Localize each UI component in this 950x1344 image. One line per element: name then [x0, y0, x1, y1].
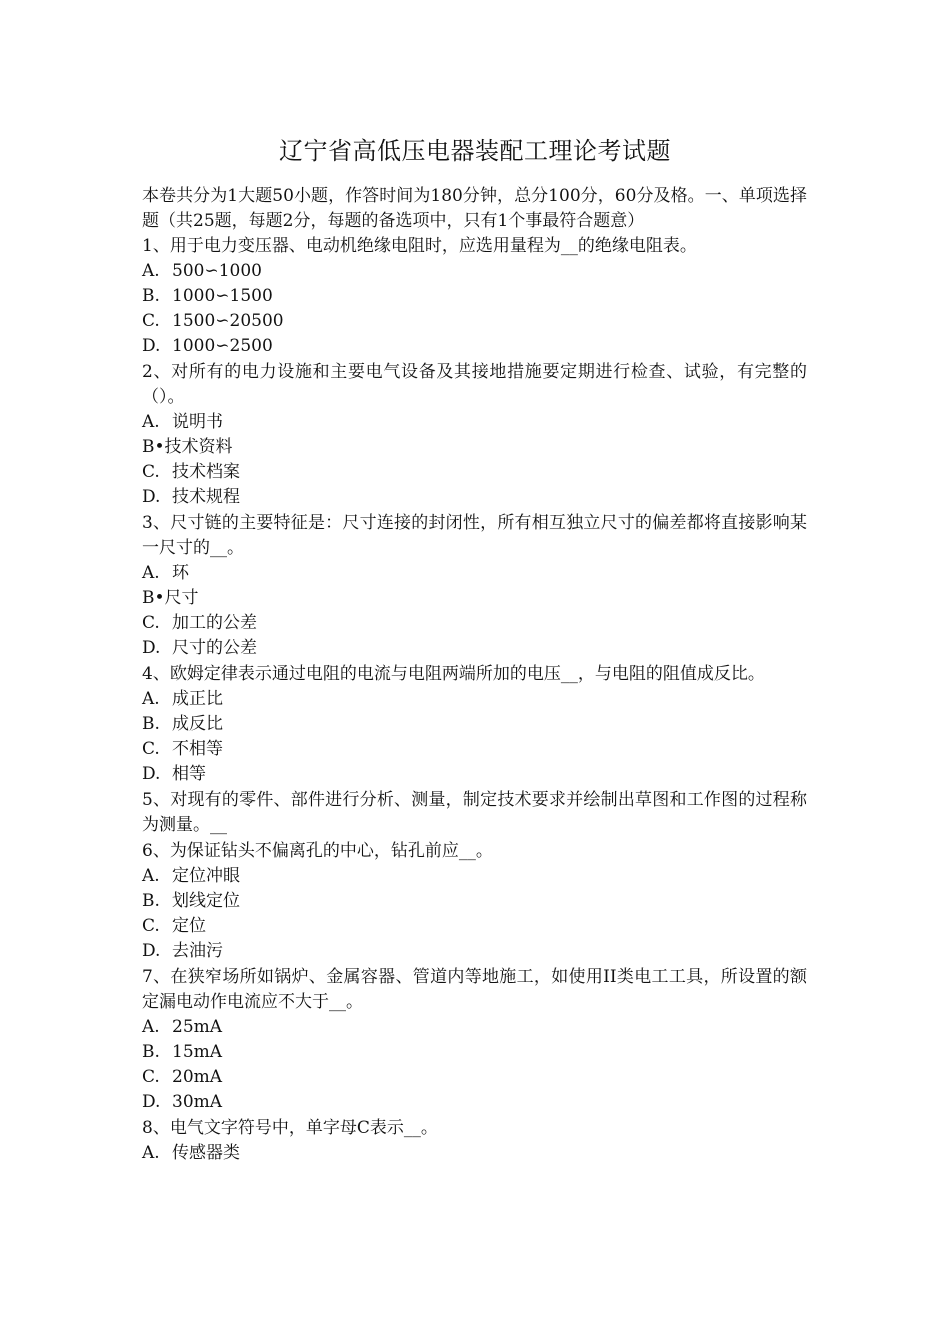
option-key: D. [142, 638, 161, 658]
option-text: 20mA [172, 1067, 223, 1087]
document-body [142, 184, 807, 1167]
option-key: B. [142, 1042, 160, 1062]
option-text: 说明书 [172, 412, 223, 432]
option-text: 划线定位 [172, 891, 240, 911]
option-key: B• [142, 437, 165, 457]
option-2 [142, 284, 807, 309]
option-text: 成反比 [172, 714, 223, 734]
option-key: C. [142, 916, 160, 936]
question-3 [142, 511, 807, 661]
question-2 [142, 360, 807, 510]
option-text: 30mA [172, 1092, 223, 1112]
option-text: 去油污 [172, 941, 223, 961]
option-4 [142, 939, 807, 964]
option-key: C. [142, 613, 160, 633]
option-text: 尺寸的公差 [172, 638, 257, 658]
option-text: 环 [172, 563, 189, 583]
option-key: C. [142, 1067, 160, 1087]
question-list [142, 234, 807, 1166]
option-3 [142, 611, 807, 636]
option-1 [142, 259, 807, 284]
option-text: 25mA [172, 1017, 223, 1037]
option-1 [142, 561, 807, 586]
option-2 [142, 712, 807, 737]
option-3 [142, 914, 807, 939]
option-4 [142, 334, 807, 359]
option-key: A. [142, 261, 160, 281]
question-7 [142, 965, 807, 1115]
option-text: 成正比 [172, 689, 223, 709]
option-text: 相等 [172, 764, 206, 784]
option-key: A. [142, 866, 160, 886]
option-3 [142, 309, 807, 334]
option-text: 15mA [172, 1042, 223, 1062]
option-text: 定位冲眼 [172, 866, 240, 886]
option-key: C. [142, 462, 160, 482]
option-key: A. [142, 563, 160, 583]
option-key: A. [142, 412, 160, 432]
option-text: 1000∽2500 [172, 336, 273, 356]
question-text: 2、对所有的电力设施和主要电气设备及其接地措施要定期进行检查、试验，有完整的（）。 [142, 362, 807, 407]
option-text: 1000∽1500 [172, 286, 273, 306]
option-3 [142, 460, 807, 485]
option-key: D. [142, 941, 161, 961]
question-1 [142, 234, 807, 359]
option-text: 加工的公差 [172, 613, 257, 633]
option-key: A. [142, 1017, 160, 1037]
option-2 [142, 889, 807, 914]
option-3 [142, 1065, 807, 1090]
option-key: D. [142, 336, 161, 356]
option-text: 尺寸 [164, 588, 199, 608]
option-key: A. [142, 689, 160, 709]
question-text: 3、尺寸链的主要特征是：尺寸连接的封闭性，所有相互独立尺寸的偏差都将直接影响某一尺寸的__。 [142, 513, 807, 558]
option-4 [142, 485, 807, 510]
option-text: 传感器类 [172, 1143, 240, 1163]
option-text: 技术档案 [172, 462, 240, 482]
option-key: B. [142, 714, 160, 734]
option-key: C. [142, 311, 160, 331]
option-key: B. [142, 286, 160, 306]
question-4 [142, 662, 807, 787]
option-key: A. [142, 1143, 160, 1163]
option-key: B• [142, 588, 165, 608]
option-text: 1500∽20500 [172, 311, 284, 331]
option-2 [142, 1040, 807, 1065]
option-text: 500∽1000 [172, 261, 262, 281]
option-2 [142, 435, 807, 460]
option-1 [142, 1015, 807, 1040]
option-text: 技术资料 [164, 437, 233, 457]
intro-paragraph: 本卷共分为1大题50小题，作答时间为180分钟，总分100分，60分及格。一、单项选择题（共25题，每题2分，每题的备选项中，只有1个事最符合题意） [142, 186, 807, 231]
question-text: 4、欧姆定律表示通过电阻的电流与电阻两端所加的电压__，与电阻的阻值成反比。 [142, 664, 765, 684]
question-8 [142, 1116, 807, 1166]
option-4 [142, 636, 807, 661]
question-text: 1、用于电力变压器、电动机绝缘电阻时，应选用量程为__的绝缘电阻表。 [142, 236, 697, 256]
option-key: D. [142, 764, 161, 784]
option-key: D. [142, 1092, 161, 1112]
question-5 [142, 788, 807, 838]
option-3 [142, 737, 807, 762]
document-title: 辽宁省高低压电器装配工理论考试题 [279, 137, 671, 165]
option-text: 技术规程 [172, 487, 240, 507]
question-text: 5、对现有的零件、部件进行分析、测量，制定技术要求并绘制出草图和工作图的过程称为测量。__ [142, 790, 807, 835]
option-text: 不相等 [172, 739, 223, 759]
question-6 [142, 839, 807, 964]
question-text: 7、在狭窄场所如锅炉、金属容器、管道内等地施工，如使用II类电工工具，所设置的额定漏电动作电流应不大于__。 [142, 967, 807, 1012]
option-4 [142, 762, 807, 787]
option-key: C. [142, 739, 160, 759]
option-text: 定位 [172, 916, 206, 936]
option-key: B. [142, 891, 160, 911]
question-text: 8、电气文字符号中，单字母C表示__。 [142, 1118, 438, 1138]
option-4 [142, 1090, 807, 1115]
option-1 [142, 687, 807, 712]
option-key: D. [142, 487, 161, 507]
option-1 [142, 1141, 807, 1166]
option-1 [142, 864, 807, 889]
option-1 [142, 410, 807, 435]
question-text: 6、为保证钻头不偏离孔的中心，钻孔前应__。 [142, 841, 493, 861]
option-2 [142, 586, 807, 611]
